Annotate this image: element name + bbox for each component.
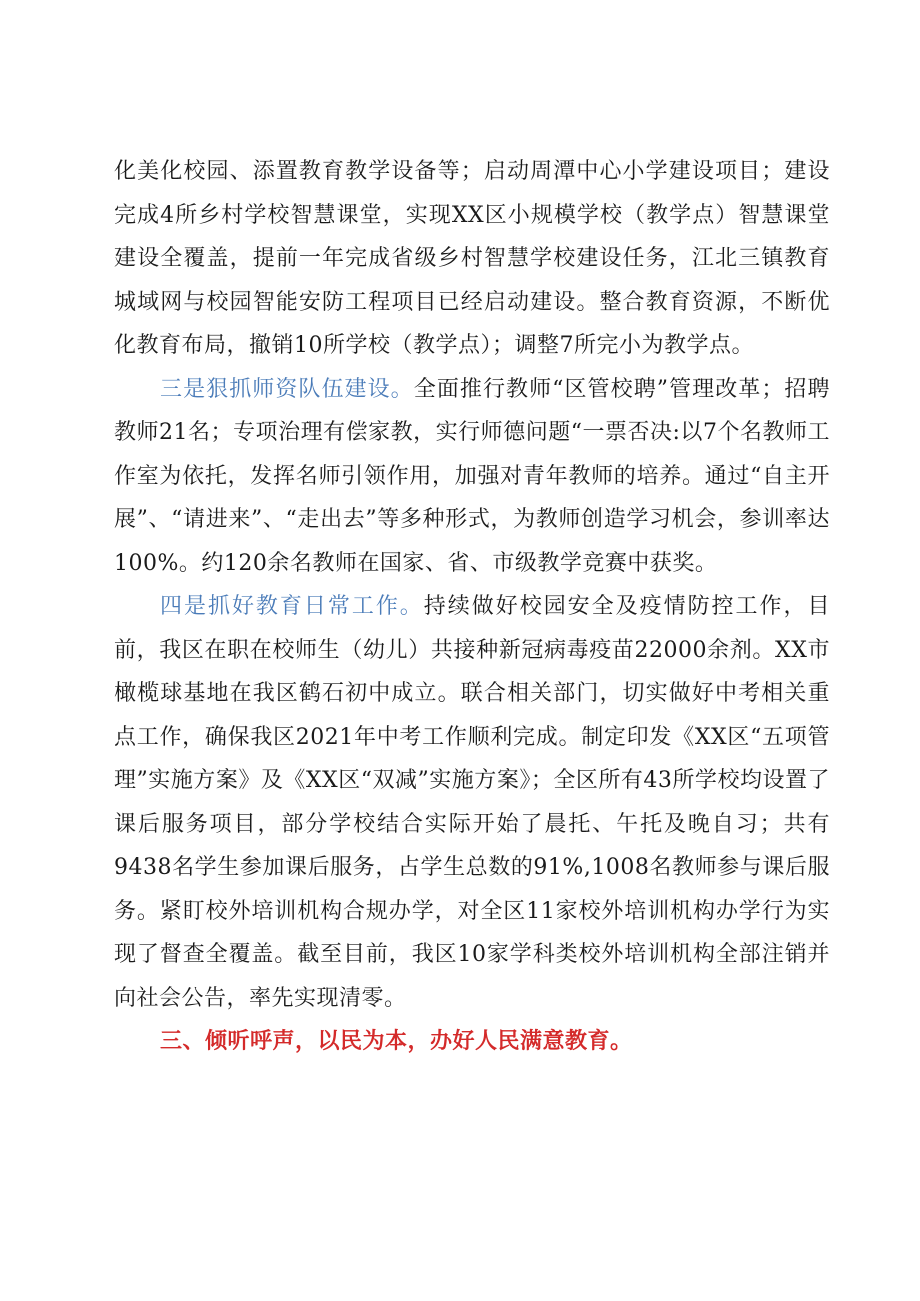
paragraph-text: 持续做好校园安全及疫情防控工作，目前，我区在职在校师生（幼儿）共接种新冠病毒疫苗22000余剂。XX市橄榄球基地在我区鹤石初中成立。联合相关部门，切实做好中考相关重点工作，确保我区2021年中考工作顺利完成。制定印发《XX区“五项管理”实施方案》及《XX区“双减”实施方案》；全区所有43所学校均设置了课后服务项目，部分学校结合实际开始了晨托、午托及晚自习；共有9438名学生参加课后服务，占学生总数的91%,1008名教师参与课后服务。紧盯校外培训机构合规办学，对全区11家校外培训机构办学行为实现了督查全覆盖。截至目前，我区10家学科类校外培训机构全部注销并向社会公告，率先实现清零。 xyxy=(114,594,830,1011)
paragraph-lead-heading: 四是抓好教育日常工作。 xyxy=(160,594,424,619)
paragraph-daily-work xyxy=(114,585,830,1020)
document-body xyxy=(114,150,830,1064)
paragraph-teacher-team xyxy=(114,368,830,586)
paragraph-text: 化美化校园、添置教育教学设备等；启动周潭中心小学建设项目；建设完成4所乡村学校智慧课堂，实现XX区小规模学校（教学点）智慧课堂建设全覆盖，提前一年完成省级乡村智慧学校建设任务，江北三镇教育城域网与校园智能安防工程项目已经启动建设。整合教育资源，不断优化教育布局，撤销10所学校（教学点）；调整7所完小为教学点。 xyxy=(114,159,830,358)
section-heading: 三、倾听呼声，以民为本，办好人民满意教育。 xyxy=(160,1028,633,1054)
paragraph-campus-construction xyxy=(114,150,830,368)
paragraph-lead-heading: 三是狠抓师资队伍建设。 xyxy=(160,376,414,402)
paragraph-text: 全面推行教师“区管校聘”管理改革；招聘教师21名；专项治理有偿家教，实行师德问题“一票否决:以7个名教师工作室为依托，发挥名师引领作用，加强对青年教师的培养。通过“自主开展”、“请进来”、“走出去”等多种形式，为教师创造学习机会，参训率达100%。约120余名教师在国家、省、市级教学竞赛中获奖。 xyxy=(114,376,830,576)
